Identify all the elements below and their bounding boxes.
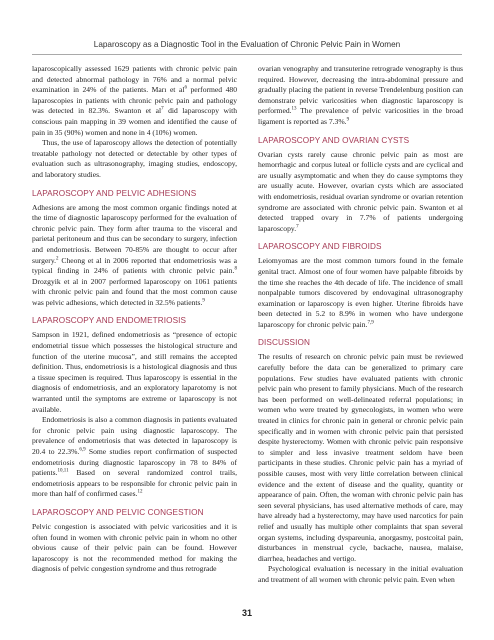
section-heading-discussion: DISCUSSION	[258, 338, 310, 348]
running-header: Laparoscopy as a Diagnostic Tool in the Evaluation of Chronic Pelvic Pain in Women	[93, 40, 401, 49]
page-number: 31	[241, 608, 252, 618]
endometriosis-paragraph-2: Endometriosis is also a common diagnosis in patients evaluated for chronic pelvic pain using diagnostic laparoscopy. The prevalence of endometriosis that was detected in laparoscopy is 20.4 to 22.3%.$^{6,9}$ Some studies report confirmation of suspected endometriosis during diagnostic laparoscopy in 78 to 84% of patients.$^{10,11}$ Based on several randomized control trails, endometriosis appears to be responsible for chronic pelvic pain in more than half of confirmed cases.$^{12}$	[32, 415, 237, 499]
header-rule	[32, 54, 462, 55]
congestion-paragraph: Pelvic congestion is associated with pelvic varicosities and it is often found in women with chronic pelvic pain in whom no other obvious cause of their pelvic pain can be found. However laparoscopy is not the recommended method for making the diagnosis of pelvic congestion syndrome and thus retrograde	[32, 521, 237, 574]
discussion-paragraph-1: The results of research on chronic pelvic pain must be reviewed carefully before the data can be generalized to primary care populations. Few studies have evaluated patients with chronic pelvic pain who present to family physicians. Much of the research has been performed on well-delineated referral populations; in women who were treated by gynecologists, in women who were treated in clinics for chronic pain in general or chronic pelvic pain specifically and in women with chronic pelvic pain that persisted despite hysterectomy. Women with chronic pelvic pain responsive to simpler and less invasive treatment seldom have been participants in these studies. Chronic pelvic pain has a myriad of possible causes, most with very little correlation between clinical evidence and the extent of disease and the quality, quantity or appearance of pain. Often, the woman with chronic pelvic pain has seen several physicians, has used alternative methods of care, may have already had a hysterectomy, may have used narcotics for pain relief and usually has multiple other complaints that span several organ systems, including dyspareunia, anorgasmy, postcoital pain, disturbances in menstrual cycle, backache, nausea, malaise, diarrhea, headaches and vertigo.	[258, 352, 463, 563]
section-heading-adhesions: LAPAROSCOPY AND PELVIC ADHESIONS	[32, 188, 197, 198]
section-heading-endometriosis: LAPAROSCOPY AND ENDOMETRIOSIS	[32, 316, 187, 326]
discussion-paragraph-2: Psychological evaluation is necessary in the initial evaluation and treatment of all women with chronic pelvic pain. Even when	[258, 564, 463, 584]
section-heading-ovarian-cysts: LAPAROSCOPY AND OVARIAN CYSTS	[258, 135, 410, 145]
adhesions-paragraph: Adhesions are among the most common organic findings noted at the time of diagnostic laparoscopy performed for the evaluation of chronic pelvic pain. They form after trauma to the visceral and parietal peritoneum and thus can be secondary to surgery, infection and endometriosis. Between 70-85% are thought to occur after surgery.$^2$ Cheong et al in 2006 reported that endometriosis was a typical finding in 24% of patients with chronic pelvic pain.$^8$ Drozgyik et al in 2007 performed laparoscopy on 1061 patients with chronic pelvic pain and found that the most common cause was pelvic adhesions, which detected in 32.5% patients.$^9$	[32, 202, 237, 307]
section-heading-fibroids: LAPAROSCOPY AND FIBROIDS	[258, 242, 382, 252]
intro-paragraph: laparoscopically assessed 1629 patients with chronic pelvic pain and detected abnormal pathology in 76% and a normal pelvic examination in 24% of the patients. Marı et $al^6$ performed 480 laparoscopies in patients with chronic pelvic pain and pathology was detected in 82.3%. Swanton et $al^7$ did laparoscopy with conscious pain mapping in 39 women and identified the cause of pain in 35 (90%) women and none in 4 (10%) women.	[32, 64, 238, 137]
right-column	[258, 64, 463, 586]
left-column	[32, 64, 237, 575]
endometriosis-paragraph-1: Sampson in 1921, defined endometriosis as “presence of ectopic endometrial tissue which possesses the histological structure and function of the uterine mucosa”, and still remains the accepted definition. Thus, endometriosis is a histological diagnosis and thus a tissue specimen is required. Thus laparoscopy is essential in the diagnosis of endometriosis, and an exploratory laparotomy is not warranted until the symptoms are extreme or laparoscopy is not available.	[32, 330, 237, 414]
congestion-continued-paragraph: ovarian venography and transuterine retrograde venography is thus required. However, decreasing the intra-abdominal pressure and gradually placing the patient in reverse Trendelenburg position can demonstrate pelvic varicosities when diagnostic laparoscopy is performed.$^{13}$ The prevalence of pelvic varicosities in the broad ligament is reported as 7.3%.$^9$	[258, 64, 463, 126]
intro-paragraph-2: Thus, the use of laparoscopy allows the detection of potentially treatable pathology not detected or detectable by other types of evaluation such as ultrasonography, imaging studies, endoscopy, and laboratory studies.	[32, 138, 237, 179]
section-heading-congestion: LAPAROSCOPY AND PELVIC CONGESTION	[32, 507, 204, 517]
fibroids-paragraph: Leiomyomas are the most common tumors found in the female genital tract. Almost one of four women have palpable fibroids by the time she reaches the 4th decade of life. The incidence of small nonpalpable tumors discovered by endovaginal ultrasonography examination or laparoscopy is even higher. Uterine fibroids have been detected in 5.2 to 8.9% in women who have undergone laparoscopy for chronic pelvic pain.$^{7,9}$	[258, 256, 463, 329]
ovarian-cysts-paragraph: Ovarian cysts rarely cause chronic pelvic pain as most are hemorrhagic and corpus luteal or follicle cysts and are cyclical and are usually asymptomatic and when they do cause symptoms they are usually acute. However, ovarian cysts which are associated with endometriosis, residual ovarian syndrome or ovarian retention syndrome are associated with chronic pelvic pain. Swanton et al detected trapped ovary in 7.7% of patients undergoing laparoscopy.$^7$	[258, 149, 463, 233]
